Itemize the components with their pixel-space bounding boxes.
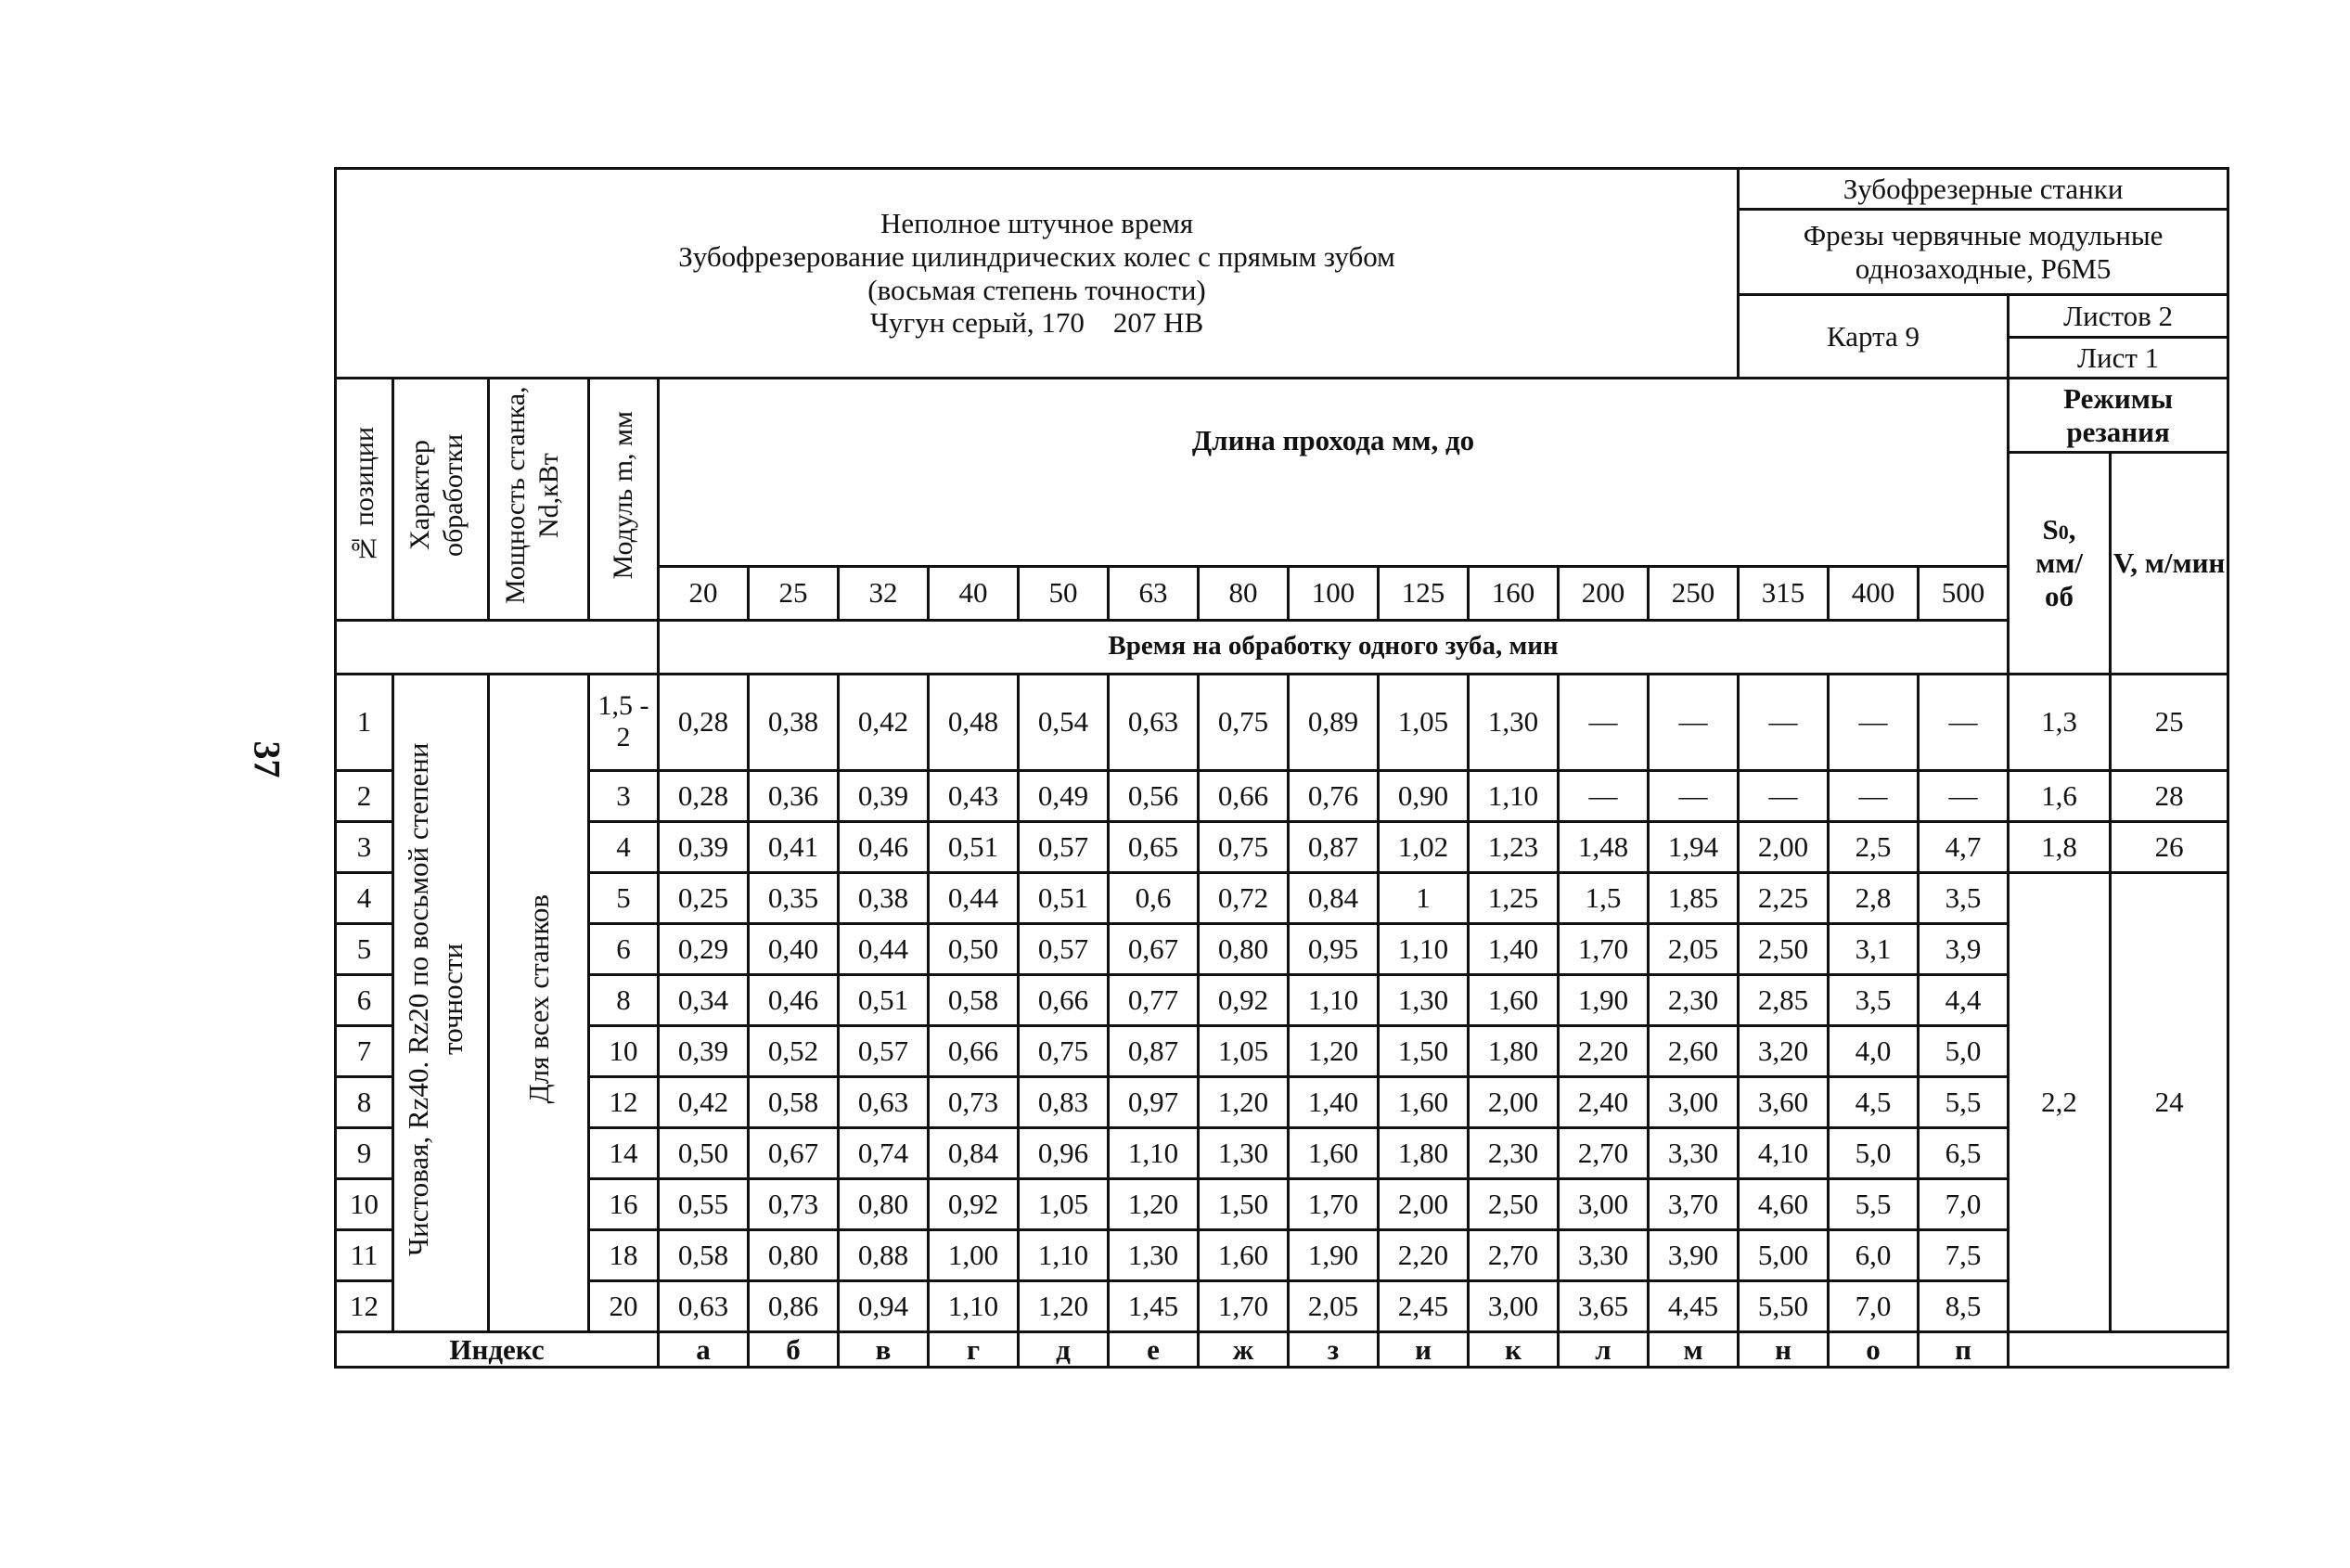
time-value: 0,38 xyxy=(839,872,929,923)
time-value: 0,46 xyxy=(749,974,839,1025)
time-value: 0,66 xyxy=(1019,974,1109,1025)
index-letter: к xyxy=(1469,1331,1559,1368)
time-value: 2,50 xyxy=(1739,923,1829,974)
time-value: 1,90 xyxy=(1559,974,1649,1025)
time-value: 1,25 xyxy=(1469,872,1559,923)
time-value: 2,00 xyxy=(1739,821,1829,872)
time-value: 1,45 xyxy=(1109,1280,1199,1331)
length-header: 50 xyxy=(1019,566,1109,620)
index-letter: в xyxy=(839,1331,929,1368)
length-header: 125 xyxy=(1379,566,1469,620)
time-value: 0,38 xyxy=(749,674,839,770)
time-value: 0,43 xyxy=(929,770,1019,821)
title-line: Чугун серый, 170 207 HB xyxy=(869,306,1204,340)
time-value: — xyxy=(1739,770,1829,821)
time-value: 1,10 xyxy=(1019,1229,1109,1280)
index-letter: д xyxy=(1019,1331,1109,1368)
time-value: 1,10 xyxy=(1469,770,1559,821)
time-value: 0,49 xyxy=(1019,770,1109,821)
time-value: 2,05 xyxy=(1649,923,1739,974)
index-letter: з xyxy=(1289,1331,1379,1368)
time-value: 4,5 xyxy=(1829,1076,1919,1127)
index-letter: ж xyxy=(1199,1331,1289,1368)
time-value: — xyxy=(1559,674,1649,770)
index-letter: а xyxy=(659,1331,749,1368)
time-value: 0,28 xyxy=(659,770,749,821)
time-value: 0,86 xyxy=(749,1280,839,1331)
time-value: 7,5 xyxy=(1919,1229,2009,1280)
time-value: 0,55 xyxy=(659,1178,749,1229)
row-v: 25 xyxy=(2111,674,2228,770)
table-row xyxy=(336,770,2228,821)
table-row xyxy=(336,974,2228,1025)
table-row xyxy=(336,1127,2228,1178)
time-value: 1,23 xyxy=(1469,821,1559,872)
col-power-header: Мощность станка, Nd,кВт xyxy=(489,379,589,621)
time-value: 0,44 xyxy=(929,872,1019,923)
row-s0: 1,6 xyxy=(2009,770,2111,821)
time-value: 1,10 xyxy=(1289,974,1379,1025)
row-position: 10 xyxy=(336,1178,393,1229)
title-line: Зубофрезерование цилиндрических колес с прямым зубом xyxy=(678,239,1395,273)
time-value: 0,67 xyxy=(1109,923,1199,974)
row-s0: 1,8 xyxy=(2009,821,2111,872)
time-value: 0,44 xyxy=(839,923,929,974)
time-value: — xyxy=(1919,770,2009,821)
time-value: 2,25 xyxy=(1739,872,1829,923)
time-value: 0,75 xyxy=(1019,1025,1109,1076)
time-value: 1,5 xyxy=(1559,872,1649,923)
time-value: 2,70 xyxy=(1469,1229,1559,1280)
table-row xyxy=(336,1076,2228,1127)
time-value: 0,51 xyxy=(929,821,1019,872)
time-value: 2,05 xyxy=(1289,1280,1379,1331)
time-value: 7,0 xyxy=(1919,1178,2009,1229)
time-value: 0,77 xyxy=(1109,974,1199,1025)
time-value: 1,90 xyxy=(1289,1229,1379,1280)
time-value: 2,5 xyxy=(1829,821,1919,872)
s0-header: S0, мм/ об xyxy=(2009,453,2111,675)
length-header: 100 xyxy=(1289,566,1379,620)
time-value: 5,5 xyxy=(1829,1178,1919,1229)
merged-v: 24 xyxy=(2111,872,2228,1331)
time-value: 0,84 xyxy=(1289,872,1379,923)
time-value: 5,0 xyxy=(1919,1025,2009,1076)
col-pos-header: № позиции xyxy=(336,379,393,621)
time-value: 1,70 xyxy=(1289,1178,1379,1229)
row-v: 28 xyxy=(2111,770,2228,821)
time-value: 0,75 xyxy=(1199,674,1289,770)
time-value: — xyxy=(1649,674,1739,770)
length-group-header: Длина прохода мм, до xyxy=(659,379,2009,567)
length-header: 315 xyxy=(1739,566,1829,620)
time-value: 0,92 xyxy=(1199,974,1289,1025)
time-value: 0,57 xyxy=(839,1025,929,1076)
time-value: 0,87 xyxy=(1289,821,1379,872)
time-value: 0,65 xyxy=(1109,821,1199,872)
time-value: 0,66 xyxy=(1199,770,1289,821)
time-value: 0,92 xyxy=(929,1178,1019,1229)
time-value: 8,5 xyxy=(1919,1280,2009,1331)
table-row xyxy=(336,1229,2228,1280)
length-header: 80 xyxy=(1199,566,1289,620)
row-position: 6 xyxy=(336,974,393,1025)
time-value: 1,50 xyxy=(1379,1025,1469,1076)
time-value: — xyxy=(1649,770,1739,821)
time-value: 1,80 xyxy=(1469,1025,1559,1076)
time-value: 6,0 xyxy=(1829,1229,1919,1280)
table-row xyxy=(336,674,2228,770)
time-value: 0,50 xyxy=(929,923,1019,974)
table-row xyxy=(336,923,2228,974)
time-value: 4,4 xyxy=(1919,974,2009,1025)
row-position: 5 xyxy=(336,923,393,974)
time-value: 1,94 xyxy=(1649,821,1739,872)
row-position: 9 xyxy=(336,1127,393,1178)
v-header: V, м/мин xyxy=(2111,453,2228,675)
time-value: 3,30 xyxy=(1649,1127,1739,1178)
time-value: 0,96 xyxy=(1019,1127,1109,1178)
index-label: Индекс xyxy=(336,1331,659,1368)
time-value: 0,90 xyxy=(1379,770,1469,821)
index-letter: п xyxy=(1919,1331,2009,1368)
index-letter: г xyxy=(929,1331,1019,1368)
time-value: 1,10 xyxy=(929,1280,1019,1331)
time-value: 0,63 xyxy=(839,1076,929,1127)
index-letter: и xyxy=(1379,1331,1469,1368)
modes-group-header: Режимы резания xyxy=(2009,379,2228,453)
time-value: 0,73 xyxy=(749,1178,839,1229)
time-value: 1,02 xyxy=(1379,821,1469,872)
time-value: 1,30 xyxy=(1469,674,1559,770)
time-value: 3,9 xyxy=(1919,923,2009,974)
time-value: 1,30 xyxy=(1199,1127,1289,1178)
machine-type: Зубофрезерные станки xyxy=(1739,169,2228,210)
time-value: 2,30 xyxy=(1649,974,1739,1025)
row-module: 5 xyxy=(589,872,659,923)
work-type-cell: Чистовая, Rz40. Rz20 по восьмой степени точности xyxy=(393,674,489,1331)
time-value: 0,67 xyxy=(749,1127,839,1178)
row-module: 18 xyxy=(589,1229,659,1280)
row-position: 8 xyxy=(336,1076,393,1127)
time-value: 0,95 xyxy=(1289,923,1379,974)
time-value: 0,73 xyxy=(929,1076,1019,1127)
row-position: 4 xyxy=(336,872,393,923)
time-value: 0,25 xyxy=(659,872,749,923)
time-value: 0,84 xyxy=(929,1127,1019,1178)
time-value: 6,5 xyxy=(1919,1127,2009,1178)
sheets-total: Листов 2 xyxy=(2009,295,2228,338)
time-value: 0,34 xyxy=(659,974,749,1025)
time-value: 3,60 xyxy=(1739,1076,1829,1127)
time-value: 5,5 xyxy=(1919,1076,2009,1127)
time-value: 0,52 xyxy=(749,1025,839,1076)
time-value: 1,80 xyxy=(1379,1127,1469,1178)
time-value: 3,70 xyxy=(1649,1178,1739,1229)
time-value: 0,39 xyxy=(659,821,749,872)
index-letter: о xyxy=(1829,1331,1919,1368)
time-value: 0,83 xyxy=(1019,1076,1109,1127)
time-value: 1,00 xyxy=(929,1229,1019,1280)
time-value: 2,50 xyxy=(1469,1178,1559,1229)
time-value: 0,42 xyxy=(839,674,929,770)
time-value: 7,0 xyxy=(1829,1280,1919,1331)
time-value: 3,00 xyxy=(1559,1178,1649,1229)
time-value: 0,89 xyxy=(1289,674,1379,770)
index-letter: б xyxy=(749,1331,839,1368)
time-value: 0,42 xyxy=(659,1076,749,1127)
time-value: 4,0 xyxy=(1829,1025,1919,1076)
time-value: 0,63 xyxy=(1109,674,1199,770)
time-value: 0,72 xyxy=(1199,872,1289,923)
time-value: 0,48 xyxy=(929,674,1019,770)
time-value: 0,57 xyxy=(1019,923,1109,974)
time-value: 2,40 xyxy=(1559,1076,1649,1127)
row-s0: 1,3 xyxy=(2009,674,2111,770)
time-value: 1,20 xyxy=(1289,1025,1379,1076)
time-value: 5,50 xyxy=(1739,1280,1829,1331)
time-value: 1,60 xyxy=(1289,1127,1379,1178)
time-value: 0,58 xyxy=(749,1076,839,1127)
time-value: 1,40 xyxy=(1289,1076,1379,1127)
length-header: 160 xyxy=(1469,566,1559,620)
time-value: 0,97 xyxy=(1109,1076,1199,1127)
time-value: 2,8 xyxy=(1829,872,1919,923)
time-group-header: Время на обработку одного зуба, мин xyxy=(659,620,2009,674)
time-value: 1,05 xyxy=(1019,1178,1109,1229)
spacer xyxy=(336,620,659,674)
time-value: 3,00 xyxy=(1469,1280,1559,1331)
time-value: 0,40 xyxy=(749,923,839,974)
time-value: 0,51 xyxy=(1019,872,1109,923)
time-value: 2,20 xyxy=(1559,1025,1649,1076)
time-value: 3,5 xyxy=(1829,974,1919,1025)
index-letter: е xyxy=(1109,1331,1199,1368)
time-value: 1,60 xyxy=(1379,1076,1469,1127)
row-module: 3 xyxy=(589,770,659,821)
time-value: — xyxy=(1559,770,1649,821)
row-module: 14 xyxy=(589,1127,659,1178)
time-value: 0,74 xyxy=(839,1127,929,1178)
sheet-number: Лист 1 xyxy=(2009,338,2228,379)
row-position: 1 xyxy=(336,674,393,770)
time-value: 0,29 xyxy=(659,923,749,974)
time-value: — xyxy=(1739,674,1829,770)
time-value: 1,60 xyxy=(1469,974,1559,1025)
length-header: 200 xyxy=(1559,566,1649,620)
time-value: 0,87 xyxy=(1109,1025,1199,1076)
row-module: 1,5 - 2 xyxy=(589,674,659,770)
row-module: 12 xyxy=(589,1076,659,1127)
time-value: 1,20 xyxy=(1199,1076,1289,1127)
row-module: 6 xyxy=(589,923,659,974)
time-value: 2,60 xyxy=(1649,1025,1739,1076)
length-header: 250 xyxy=(1649,566,1739,620)
time-value: 0,58 xyxy=(929,974,1019,1025)
time-value: 2,00 xyxy=(1469,1076,1559,1127)
row-module: 4 xyxy=(589,821,659,872)
time-value: 1,30 xyxy=(1379,974,1469,1025)
row-v: 26 xyxy=(2111,821,2228,872)
time-value: 3,00 xyxy=(1649,1076,1739,1127)
row-position: 3 xyxy=(336,821,393,872)
index-row xyxy=(336,1331,2228,1368)
row-module: 8 xyxy=(589,974,659,1025)
table-row xyxy=(336,1025,2228,1076)
time-value: 0,35 xyxy=(749,872,839,923)
time-value: 1,50 xyxy=(1199,1178,1289,1229)
merged-s0: 2,2 xyxy=(2009,872,2111,1331)
time-value: 0,75 xyxy=(1199,821,1289,872)
time-value: 1,60 xyxy=(1199,1229,1289,1280)
time-value: 0,41 xyxy=(749,821,839,872)
time-value: 0,63 xyxy=(659,1280,749,1331)
title-line: (восьмая степень точности) xyxy=(867,273,1206,306)
time-value: 4,10 xyxy=(1739,1127,1829,1178)
time-value: 3,30 xyxy=(1559,1229,1649,1280)
time-value: 0,28 xyxy=(659,674,749,770)
time-value: 0,46 xyxy=(839,821,929,872)
tool-type: Фрезы червячные модульные однозаходные, Р6М5 xyxy=(1739,210,2228,295)
time-value: — xyxy=(1829,770,1919,821)
time-value: 1,70 xyxy=(1559,923,1649,974)
time-value: 0,39 xyxy=(659,1025,749,1076)
time-value: 0,58 xyxy=(659,1229,749,1280)
time-value: 1 xyxy=(1379,872,1469,923)
length-header: 63 xyxy=(1109,566,1199,620)
table-row xyxy=(336,821,2228,872)
row-module: 10 xyxy=(589,1025,659,1076)
length-header: 500 xyxy=(1919,566,2009,620)
table-row xyxy=(336,1280,2228,1331)
length-header: 20 xyxy=(659,566,749,620)
time-value: 1,05 xyxy=(1379,674,1469,770)
time-value: 3,65 xyxy=(1559,1280,1649,1331)
time-value: 2,00 xyxy=(1379,1178,1469,1229)
machine-power-cell: Для всех станков xyxy=(489,674,589,1331)
time-value: 2,30 xyxy=(1469,1127,1559,1178)
index-letter: м xyxy=(1649,1331,1739,1368)
time-value: 0,76 xyxy=(1289,770,1379,821)
time-value: 1,10 xyxy=(1109,1127,1199,1178)
time-value: 1,85 xyxy=(1649,872,1739,923)
row-position: 7 xyxy=(336,1025,393,1076)
time-value: 1,10 xyxy=(1379,923,1469,974)
time-value: 5,0 xyxy=(1829,1127,1919,1178)
length-header: 25 xyxy=(749,566,839,620)
col-work-header: Характер обработки xyxy=(393,379,489,621)
index-letter: л xyxy=(1559,1331,1649,1368)
time-value: 0,54 xyxy=(1019,674,1109,770)
time-value: 0,80 xyxy=(1199,923,1289,974)
title-line: Неполное штучное время xyxy=(880,207,1194,240)
time-value: 0,66 xyxy=(929,1025,1019,1076)
row-position: 2 xyxy=(336,770,393,821)
time-value: 1,20 xyxy=(1109,1178,1199,1229)
time-value: 0,51 xyxy=(839,974,929,1025)
title-block xyxy=(336,169,1739,379)
page-number: 37 xyxy=(246,740,289,778)
time-value: 1,05 xyxy=(1199,1025,1289,1076)
time-value: 0,50 xyxy=(659,1127,749,1178)
length-header: 400 xyxy=(1829,566,1919,620)
time-value: 0,39 xyxy=(839,770,929,821)
time-value: 4,60 xyxy=(1739,1178,1829,1229)
time-value: 0,36 xyxy=(749,770,839,821)
time-value: 1,40 xyxy=(1469,923,1559,974)
time-value: 0,80 xyxy=(749,1229,839,1280)
time-value: — xyxy=(1829,674,1919,770)
time-value: 0,94 xyxy=(839,1280,929,1331)
time-value: 2,70 xyxy=(1559,1127,1649,1178)
index-empty xyxy=(2009,1331,2228,1368)
time-value: 1,48 xyxy=(1559,821,1649,872)
row-module: 20 xyxy=(589,1280,659,1331)
index-letter: н xyxy=(1739,1331,1829,1368)
time-value: 3,20 xyxy=(1739,1025,1829,1076)
time-value: 3,1 xyxy=(1829,923,1919,974)
time-value: 5,00 xyxy=(1739,1229,1829,1280)
time-value: 2,85 xyxy=(1739,974,1829,1025)
time-value: 0,56 xyxy=(1109,770,1199,821)
time-value: 3,5 xyxy=(1919,872,2009,923)
time-value: 0,6 xyxy=(1109,872,1199,923)
time-value: 0,80 xyxy=(839,1178,929,1229)
time-value: 1,30 xyxy=(1109,1229,1199,1280)
time-value: 4,45 xyxy=(1649,1280,1739,1331)
time-value: 4,7 xyxy=(1919,821,2009,872)
time-value: 3,90 xyxy=(1649,1229,1739,1280)
row-position: 11 xyxy=(336,1229,393,1280)
col-module-header: Модуль m, мм xyxy=(589,379,659,621)
time-value: 0,88 xyxy=(839,1229,929,1280)
time-value: 1,70 xyxy=(1199,1280,1289,1331)
card-number: Карта 9 xyxy=(1739,295,2009,379)
row-module: 16 xyxy=(589,1178,659,1229)
table-row xyxy=(336,1178,2228,1229)
time-value: — xyxy=(1919,674,2009,770)
row-position: 12 xyxy=(336,1280,393,1331)
table-row xyxy=(336,872,2228,923)
length-header: 40 xyxy=(929,566,1019,620)
length-header: 32 xyxy=(839,566,929,620)
time-value: 2,45 xyxy=(1379,1280,1469,1331)
norm-table xyxy=(334,167,2229,1369)
time-value: 2,20 xyxy=(1379,1229,1469,1280)
time-value: 1,20 xyxy=(1019,1280,1109,1331)
time-value: 0,57 xyxy=(1019,821,1109,872)
